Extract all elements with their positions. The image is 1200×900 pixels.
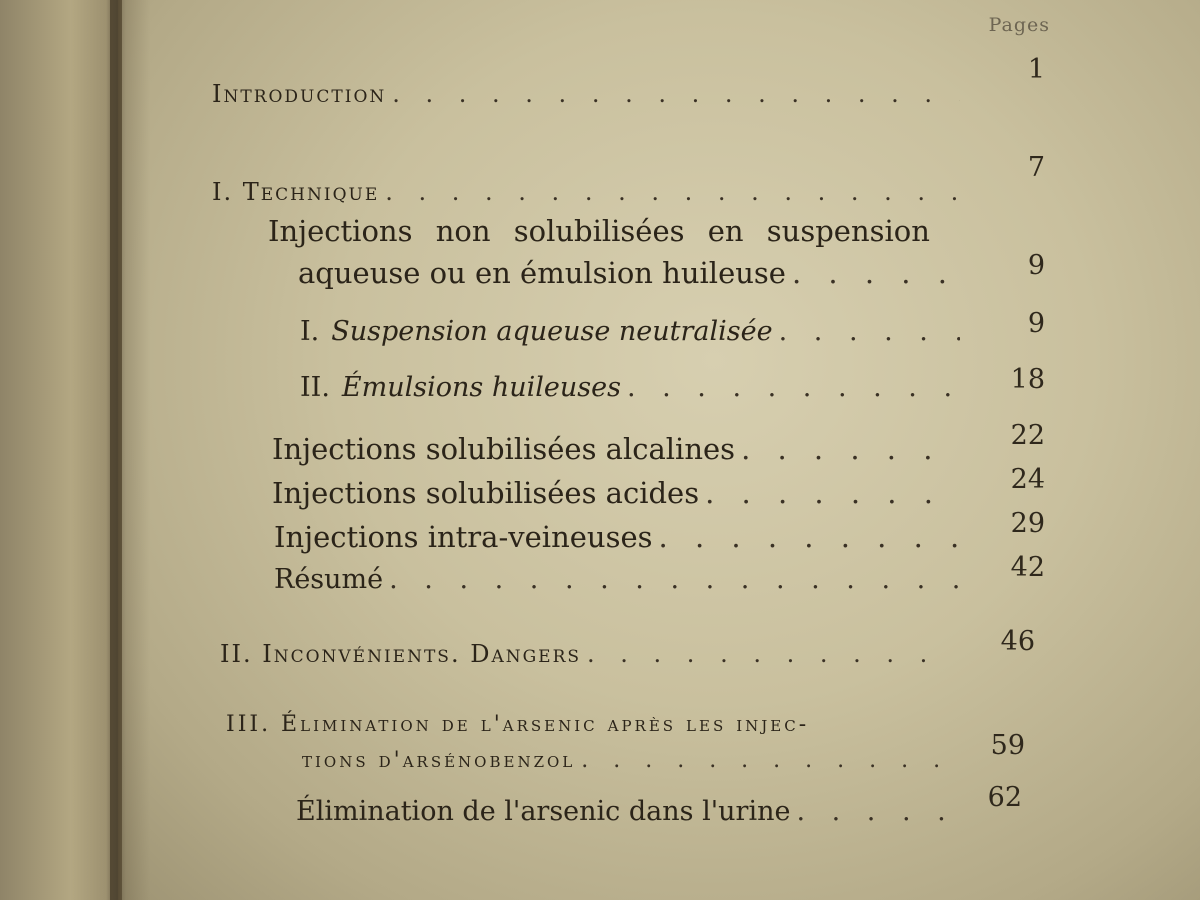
toc-entry-label: II. Inconvénients. Dangers xyxy=(220,640,582,668)
toc-entry-label: Introduction xyxy=(212,80,387,108)
toc-entry-label: Injections intra-veineuses xyxy=(274,520,653,554)
toc-entry-injections-intraveineuses xyxy=(274,520,960,554)
dot-leader xyxy=(587,640,955,668)
page-number: 9 xyxy=(1027,250,1045,281)
dot-leader xyxy=(392,80,960,108)
page-number: 24 xyxy=(1010,464,1045,495)
dot-leader xyxy=(792,256,960,290)
toc-entry-technique xyxy=(212,178,960,206)
toc-entry-elimination-arsenic-line2 xyxy=(302,748,952,773)
toc-entry-resume xyxy=(274,564,960,595)
toc-entry-injections-non-solubilisees-line1 xyxy=(268,214,960,248)
dot-leader xyxy=(796,796,952,827)
page-number: 1 xyxy=(1027,54,1045,85)
pages-column-header: Pages xyxy=(988,14,1050,36)
toc-entry-injections-acides xyxy=(272,476,960,510)
toc-entry-label: Émulsions huileuses xyxy=(341,372,621,403)
toc-entry-label: Suspension aqueuse neutralisée xyxy=(331,316,773,347)
toc-entry-injections-alcalines xyxy=(272,432,960,466)
toc-entry-label: I. Technique xyxy=(212,178,380,206)
page-number: 59 xyxy=(990,730,1025,761)
page-number: 9 xyxy=(1027,308,1045,339)
page-number: 18 xyxy=(1010,364,1045,395)
toc-entry-elimination-arsenic-line1 xyxy=(226,712,956,737)
toc-entry-label: Injections non solubilisées en suspension xyxy=(268,214,930,248)
dot-leader xyxy=(389,564,960,595)
page-number: 46 xyxy=(1000,626,1035,657)
dot-leader xyxy=(581,748,952,773)
toc-entry-injections-non-solubilisees-line2 xyxy=(298,256,960,290)
toc-entry-introduction xyxy=(212,80,960,108)
toc-entry-label: tions d'arsénobenzol xyxy=(302,748,576,773)
dot-leader xyxy=(779,316,960,347)
page-number: 42 xyxy=(1010,552,1045,583)
dot-leader xyxy=(741,432,960,466)
toc-entry-label: aqueuse ou en émulsion huileuse xyxy=(298,256,786,290)
dot-leader xyxy=(659,520,960,554)
toc-entry-label: Injections solubilisées acides xyxy=(272,476,700,510)
page-number: 62 xyxy=(987,782,1022,813)
toc-entry-elimination-urine xyxy=(296,796,952,827)
dot-leader xyxy=(385,178,960,206)
toc-entry-number: II. xyxy=(300,372,330,403)
toc-entry-emulsions-huileuses xyxy=(300,372,960,403)
page-number: 22 xyxy=(1010,420,1045,451)
toc-entry-label: III. Élimination de l'arsenic après les injec- xyxy=(226,712,810,737)
dot-leader xyxy=(627,372,960,403)
page-number: 7 xyxy=(1027,152,1045,183)
toc-entry-label: Élimination de l'arsenic dans l'urine xyxy=(296,796,791,827)
toc-entry-label: Résumé xyxy=(274,564,384,595)
dot-leader xyxy=(705,476,960,510)
toc-entry-suspension-aqueuse xyxy=(300,316,960,347)
toc-entry-inconvenients xyxy=(220,640,955,668)
toc-entry-label: Injections solubilisées alcalines xyxy=(272,432,736,466)
page-number: 29 xyxy=(1010,508,1045,539)
toc-entry-number: I. xyxy=(300,316,320,347)
